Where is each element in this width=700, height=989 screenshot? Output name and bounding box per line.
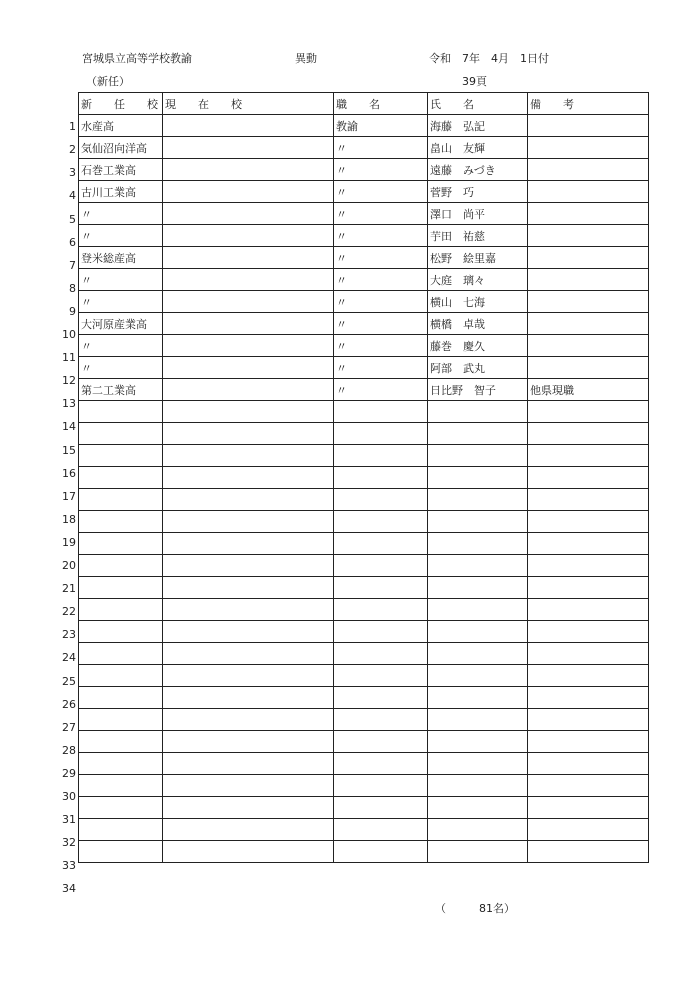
- cell-name: [428, 467, 528, 489]
- cell-current-school: [163, 291, 334, 313]
- cell-current-school: [163, 379, 334, 401]
- table-row: [79, 797, 649, 819]
- cell-current-school: [163, 335, 334, 357]
- cell-title: 教諭: [334, 115, 428, 137]
- cell-title: 〃: [334, 269, 428, 291]
- cell-new-school: [79, 621, 163, 643]
- cell-note: [528, 775, 649, 797]
- table-row: [79, 379, 649, 401]
- cell-title: [334, 621, 428, 643]
- table-row: [79, 489, 649, 511]
- table-row: [79, 137, 649, 159]
- cell-title: [334, 731, 428, 753]
- cell-new-school: [79, 775, 163, 797]
- cell-current-school: [163, 511, 334, 533]
- row-number: 2: [69, 143, 76, 157]
- cell-title: 〃: [334, 379, 428, 401]
- cell-title: 〃: [334, 181, 428, 203]
- row-number: 13: [62, 397, 76, 411]
- cell-name: [428, 489, 528, 511]
- cell-new-school: [79, 533, 163, 555]
- table-header-row: [79, 93, 649, 115]
- cell-current-school: [163, 577, 334, 599]
- row-number: 28: [62, 743, 76, 757]
- column-header-title: 職 名: [334, 93, 428, 115]
- cell-current-school: [163, 159, 334, 181]
- cell-current-school: [163, 137, 334, 159]
- cell-note: [528, 797, 649, 819]
- cell-name: [428, 643, 528, 665]
- row-number: 34: [62, 882, 76, 896]
- cell-new-school: [79, 489, 163, 511]
- row-number: 21: [62, 582, 76, 596]
- cell-note: [528, 181, 649, 203]
- cell-note: [528, 533, 649, 555]
- cell-new-school: [79, 841, 163, 863]
- cell-name: 海藤 弘記: [428, 115, 528, 137]
- row-number: 33: [62, 859, 76, 873]
- cell-current-school: [163, 357, 334, 379]
- cell-name: [428, 555, 528, 577]
- cell-note: [528, 665, 649, 687]
- cell-title: [334, 841, 428, 863]
- cell-name: [428, 753, 528, 775]
- cell-current-school: [163, 181, 334, 203]
- cell-title: [334, 819, 428, 841]
- table-row: [79, 445, 649, 467]
- cell-title: [334, 533, 428, 555]
- row-number: 24: [62, 651, 76, 665]
- cell-new-school: [79, 819, 163, 841]
- cell-name: 日比野 智子: [428, 379, 528, 401]
- cell-note: [528, 687, 649, 709]
- row-number: 4: [69, 189, 76, 203]
- cell-title: [334, 665, 428, 687]
- table-row: [79, 313, 649, 335]
- cell-note: [528, 819, 649, 841]
- cell-name: [428, 423, 528, 445]
- cell-note: [528, 599, 649, 621]
- cell-title: 〃: [334, 291, 428, 313]
- cell-name: 横山 七海: [428, 291, 528, 313]
- cell-new-school: 水産高: [79, 115, 163, 137]
- cell-new-school: [79, 687, 163, 709]
- table-row: [79, 511, 649, 533]
- cell-current-school: [163, 225, 334, 247]
- cell-current-school: [163, 313, 334, 335]
- cell-new-school: [79, 709, 163, 731]
- total-count: （ 81名）: [435, 902, 515, 915]
- cell-name: [428, 445, 528, 467]
- cell-new-school: [79, 401, 163, 423]
- row-number: 32: [62, 836, 76, 850]
- cell-new-school: 〃: [79, 291, 163, 313]
- cell-new-school: 大河原産業高: [79, 313, 163, 335]
- cell-current-school: [163, 247, 334, 269]
- cell-current-school: [163, 115, 334, 137]
- row-number: 31: [62, 813, 76, 827]
- row-number: 6: [69, 235, 76, 249]
- cell-new-school: [79, 643, 163, 665]
- cell-note: [528, 159, 649, 181]
- table-row: [79, 621, 649, 643]
- cell-title: [334, 643, 428, 665]
- table-row: [79, 731, 649, 753]
- cell-note: [528, 335, 649, 357]
- column-header-name: 氏 名: [428, 93, 528, 115]
- cell-current-school: [163, 709, 334, 731]
- cell-title: 〃: [334, 159, 428, 181]
- table-row: [79, 225, 649, 247]
- cell-new-school: 登米総産高: [79, 247, 163, 269]
- cell-current-school: [163, 819, 334, 841]
- row-number: 14: [62, 420, 76, 434]
- cell-current-school: [163, 643, 334, 665]
- cell-name: [428, 533, 528, 555]
- section-label: （新任）: [86, 75, 130, 88]
- cell-new-school: 〃: [79, 357, 163, 379]
- cell-name: [428, 775, 528, 797]
- cell-name: 芋田 祐慈: [428, 225, 528, 247]
- cell-note: [528, 753, 649, 775]
- cell-new-school: 〃: [79, 335, 163, 357]
- cell-name: 畠山 友輝: [428, 137, 528, 159]
- cell-name: [428, 665, 528, 687]
- table-row: [79, 247, 649, 269]
- cell-title: [334, 489, 428, 511]
- cell-current-school: [163, 401, 334, 423]
- cell-current-school: [163, 269, 334, 291]
- cell-current-school: [163, 731, 334, 753]
- row-number: 27: [62, 720, 76, 734]
- cell-note: [528, 731, 649, 753]
- row-number: 23: [62, 628, 76, 642]
- row-number: 1: [69, 120, 76, 134]
- cell-new-school: [79, 599, 163, 621]
- cell-current-school: [163, 467, 334, 489]
- cell-new-school: [79, 665, 163, 687]
- cell-title: [334, 467, 428, 489]
- table-row: [79, 203, 649, 225]
- cell-name: [428, 511, 528, 533]
- cell-name: 松野 絵里嘉: [428, 247, 528, 269]
- cell-current-school: [163, 599, 334, 621]
- row-number: 29: [62, 766, 76, 780]
- cell-new-school: [79, 577, 163, 599]
- cell-new-school: [79, 511, 163, 533]
- personnel-table: [78, 92, 649, 863]
- table-row: [79, 467, 649, 489]
- cell-current-school: [163, 797, 334, 819]
- cell-name: 横橋 卓哉: [428, 313, 528, 335]
- cell-current-school: [163, 489, 334, 511]
- cell-name: [428, 401, 528, 423]
- cell-title: 〃: [334, 357, 428, 379]
- cell-note: [528, 247, 649, 269]
- table-row: [79, 819, 649, 841]
- row-number: 11: [62, 351, 76, 365]
- cell-note: [528, 401, 649, 423]
- row-number: 16: [62, 466, 76, 480]
- cell-note: [528, 225, 649, 247]
- table-row: [79, 335, 649, 357]
- table-row: [79, 643, 649, 665]
- cell-note: [528, 467, 649, 489]
- cell-title: [334, 753, 428, 775]
- row-number: 12: [62, 374, 76, 388]
- cell-current-school: [163, 533, 334, 555]
- effective-date: 令和 7年 4月 1日付: [429, 52, 549, 65]
- table-row: [79, 555, 649, 577]
- cell-title: [334, 775, 428, 797]
- cell-title: 〃: [334, 313, 428, 335]
- cell-note: [528, 709, 649, 731]
- cell-title: [334, 599, 428, 621]
- cell-name: [428, 577, 528, 599]
- cell-title: 〃: [334, 137, 428, 159]
- cell-note: [528, 489, 649, 511]
- row-number: 9: [69, 304, 76, 318]
- table-row: [79, 291, 649, 313]
- cell-note: [528, 203, 649, 225]
- cell-name: 阿部 武丸: [428, 357, 528, 379]
- cell-title: [334, 511, 428, 533]
- table-row: [79, 269, 649, 291]
- table-row: [79, 599, 649, 621]
- cell-note: [528, 357, 649, 379]
- cell-new-school: 石巻工業高: [79, 159, 163, 181]
- cell-note: [528, 511, 649, 533]
- row-number: 10: [62, 328, 76, 341]
- row-number: 20: [62, 559, 76, 572]
- cell-new-school: [79, 445, 163, 467]
- table-row: [79, 753, 649, 775]
- cell-title: 〃: [334, 203, 428, 225]
- row-number: 15: [62, 443, 76, 457]
- cell-note: [528, 423, 649, 445]
- cell-title: [334, 797, 428, 819]
- cell-current-school: [163, 665, 334, 687]
- cell-title: [334, 709, 428, 731]
- cell-new-school: [79, 467, 163, 489]
- table-row: [79, 401, 649, 423]
- table-row: [79, 665, 649, 687]
- table-row: [79, 841, 649, 863]
- cell-title: [334, 687, 428, 709]
- cell-name: [428, 819, 528, 841]
- table-row: [79, 687, 649, 709]
- table-row: [79, 775, 649, 797]
- cell-note: [528, 137, 649, 159]
- cell-note: [528, 621, 649, 643]
- cell-new-school: 〃: [79, 225, 163, 247]
- cell-current-school: [163, 445, 334, 467]
- column-header-new-school: 新 任 校: [79, 93, 163, 115]
- table-row: [79, 159, 649, 181]
- cell-title: [334, 555, 428, 577]
- cell-note: [528, 115, 649, 137]
- cell-current-school: [163, 753, 334, 775]
- cell-current-school: [163, 555, 334, 577]
- cell-name: [428, 797, 528, 819]
- cell-name: 藤巻 慶久: [428, 335, 528, 357]
- cell-title: 〃: [334, 225, 428, 247]
- cell-note: [528, 269, 649, 291]
- cell-current-school: [163, 687, 334, 709]
- column-header-note: 備 考: [528, 93, 649, 115]
- row-number: 19: [62, 535, 76, 549]
- cell-new-school: [79, 753, 163, 775]
- cell-note: [528, 577, 649, 599]
- cell-new-school: 古川工業高: [79, 181, 163, 203]
- column-header-current-school: 現 在 校: [163, 93, 334, 115]
- cell-current-school: [163, 203, 334, 225]
- row-number: 25: [62, 674, 76, 688]
- table-row: [79, 709, 649, 731]
- cell-note: [528, 555, 649, 577]
- cell-name: 大庭 璃々: [428, 269, 528, 291]
- cell-new-school: 第二工業高: [79, 379, 163, 401]
- cell-note: [528, 313, 649, 335]
- cell-new-school: [79, 797, 163, 819]
- cell-title: [334, 577, 428, 599]
- cell-new-school: [79, 555, 163, 577]
- table-row: [79, 423, 649, 445]
- cell-name: [428, 621, 528, 643]
- row-number: 17: [62, 489, 76, 503]
- document-organization: 宮城県立高等学校教諭: [82, 52, 192, 65]
- page-number: 39頁: [462, 75, 487, 88]
- cell-title: [334, 445, 428, 467]
- cell-name: [428, 709, 528, 731]
- cell-title: [334, 423, 428, 445]
- table-row: [79, 577, 649, 599]
- row-number: 5: [69, 212, 76, 226]
- cell-current-school: [163, 841, 334, 863]
- cell-new-school: 〃: [79, 203, 163, 225]
- cell-title: 〃: [334, 247, 428, 269]
- cell-current-school: [163, 775, 334, 797]
- table-row: [79, 115, 649, 137]
- document-type: 異動: [295, 52, 317, 65]
- cell-new-school: 気仙沼向洋高: [79, 137, 163, 159]
- row-number: 3: [69, 166, 76, 180]
- cell-name: [428, 687, 528, 709]
- cell-title: [334, 401, 428, 423]
- cell-name: 菅野 巧: [428, 181, 528, 203]
- cell-new-school: 〃: [79, 269, 163, 291]
- table-row: [79, 357, 649, 379]
- table-row: [79, 533, 649, 555]
- row-number: 7: [69, 258, 76, 272]
- cell-title: 〃: [334, 335, 428, 357]
- cell-name: 澤口 尚平: [428, 203, 528, 225]
- cell-current-school: [163, 621, 334, 643]
- cell-name: [428, 731, 528, 753]
- cell-note: [528, 445, 649, 467]
- cell-note: 他県現職: [528, 379, 649, 401]
- row-number: 22: [62, 605, 76, 619]
- table-row: [79, 181, 649, 203]
- row-number: 8: [69, 281, 76, 295]
- row-number: 26: [62, 697, 76, 711]
- row-number: 30: [62, 790, 76, 803]
- cell-note: [528, 643, 649, 665]
- cell-name: [428, 599, 528, 621]
- cell-new-school: [79, 731, 163, 753]
- cell-name: 遠藤 みづき: [428, 159, 528, 181]
- cell-name: [428, 841, 528, 863]
- cell-current-school: [163, 423, 334, 445]
- cell-note: [528, 291, 649, 313]
- cell-note: [528, 841, 649, 863]
- cell-new-school: [79, 423, 163, 445]
- row-number: 18: [62, 512, 76, 526]
